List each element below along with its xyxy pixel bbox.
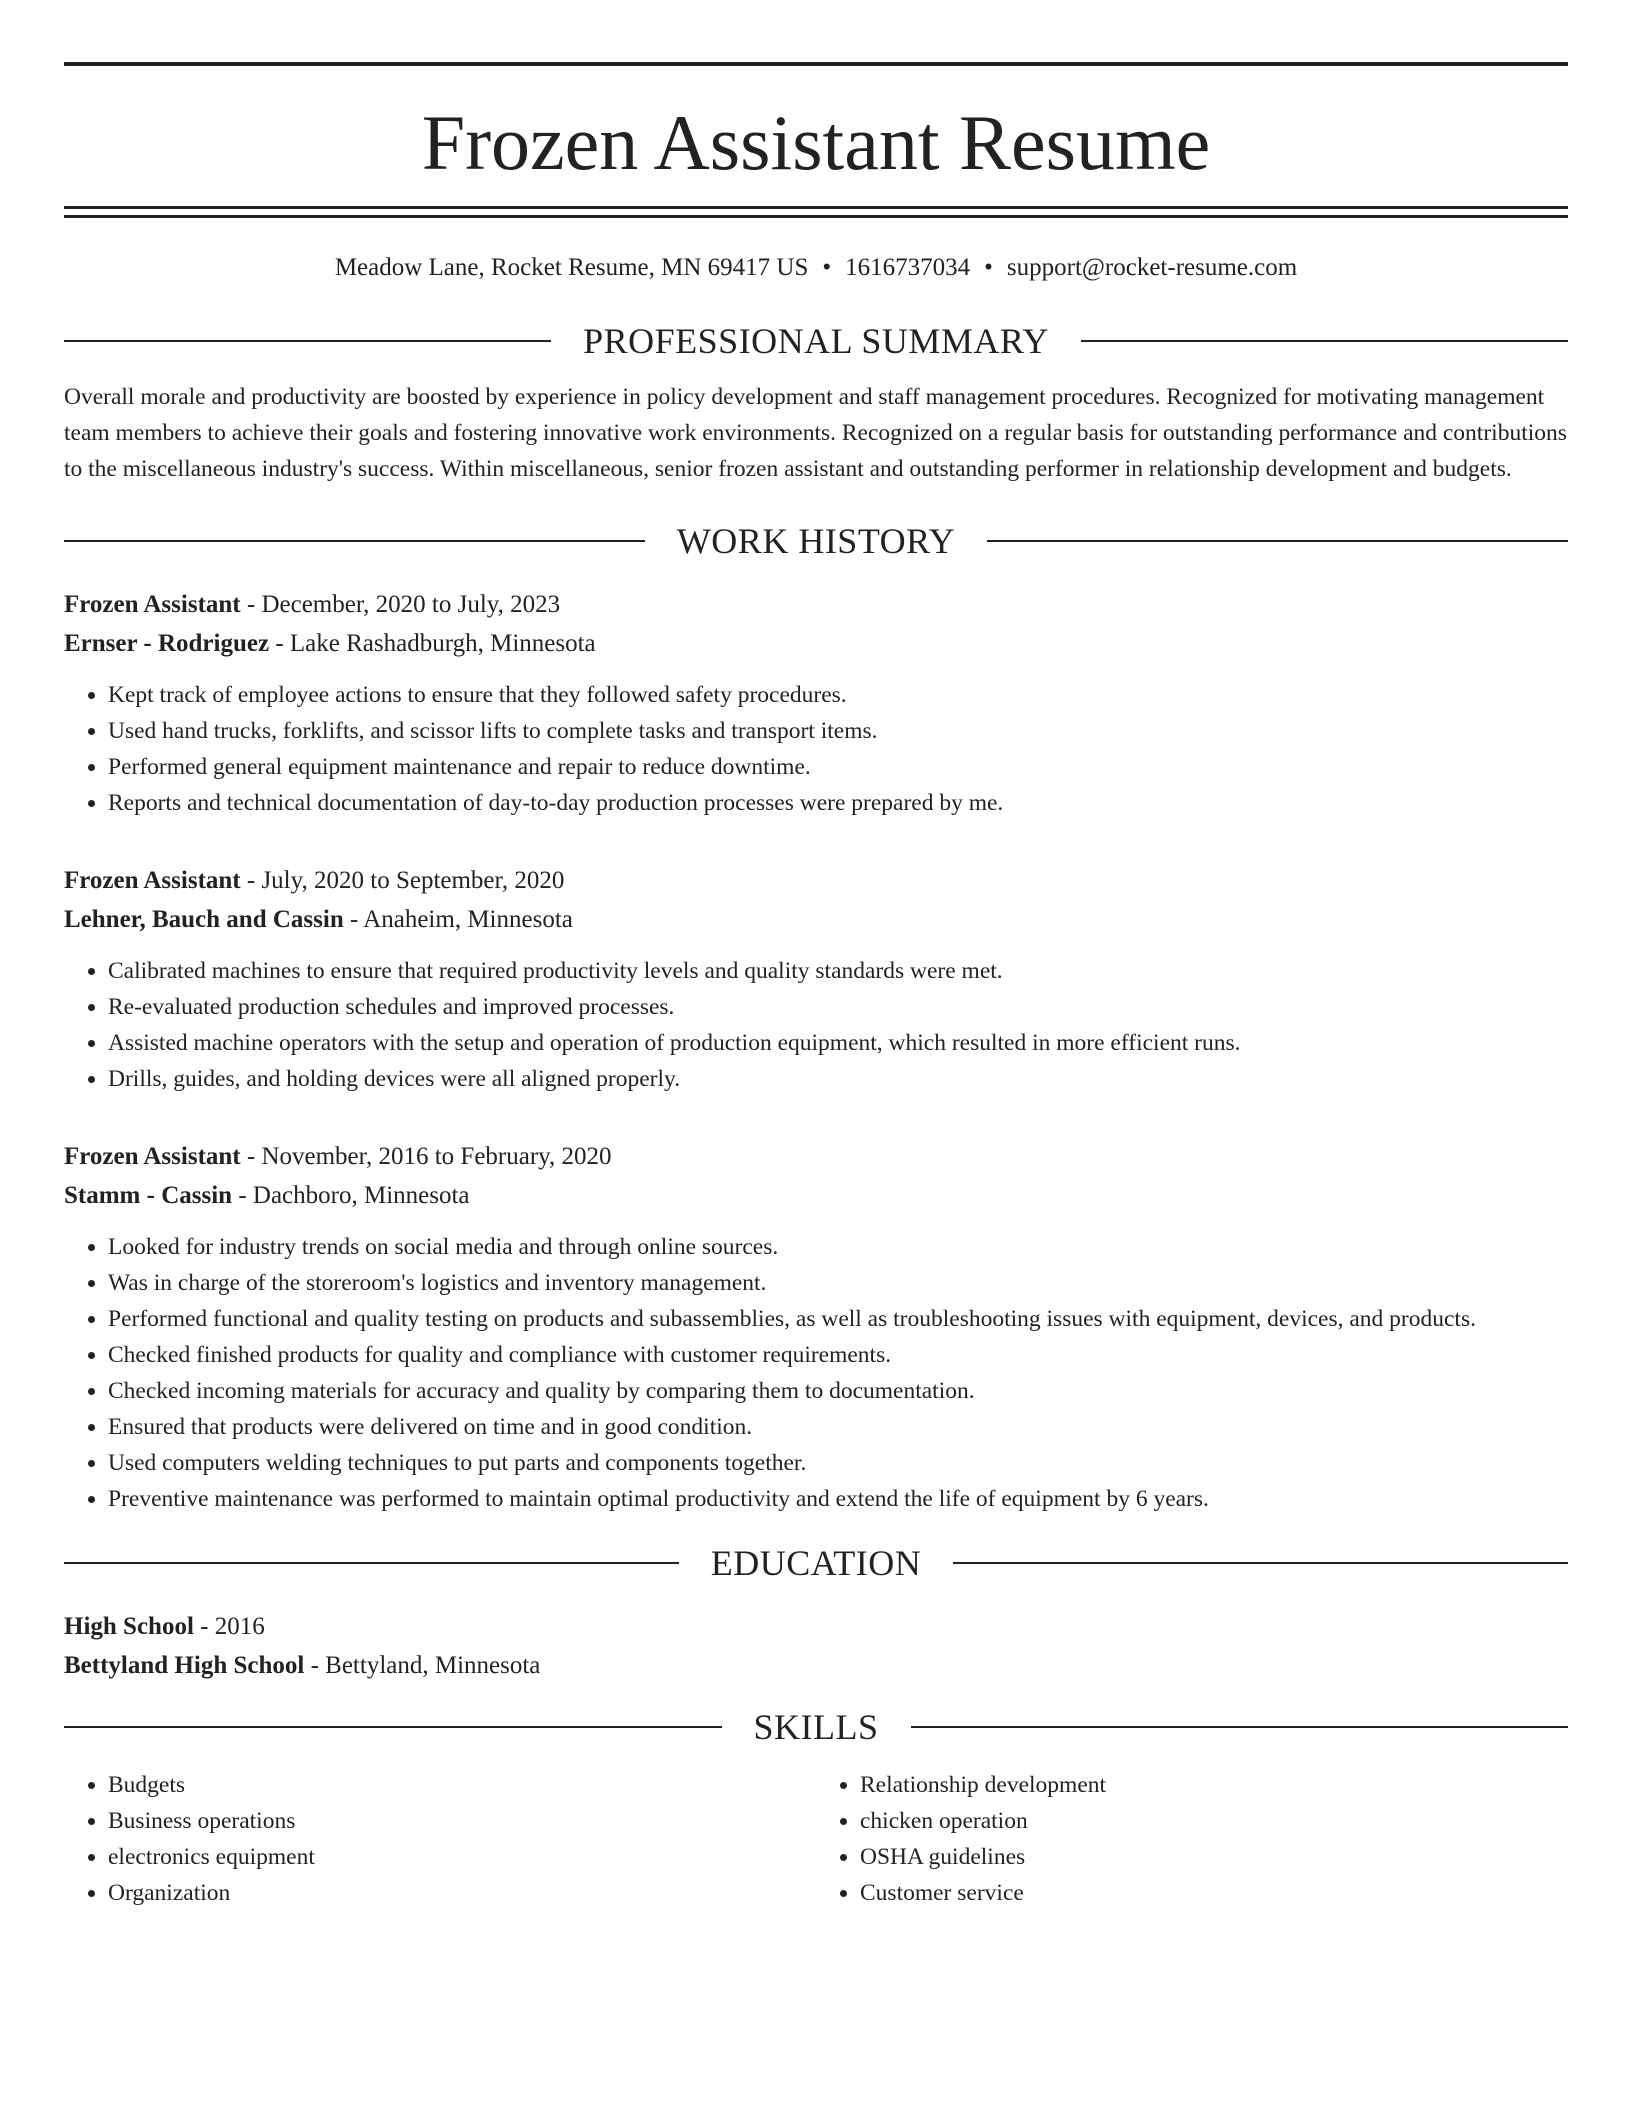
section-title-summary: PROFESSIONAL SUMMARY (583, 321, 1049, 361)
section-header-summary (64, 321, 1568, 361)
job-company-line (64, 1176, 1568, 1215)
job-bullet: • Used hand trucks, forklifts, and scissor lifts to complete tasks and transport items. (108, 713, 1568, 749)
education-degree-line (64, 1607, 1568, 1646)
education-entry (64, 1607, 1568, 1685)
job-title-line (64, 861, 1568, 900)
education-degree: High School (64, 1613, 194, 1640)
job-bullet: • Performed general equipment maintenance and repair to reduce downtime. (108, 749, 1568, 785)
section-rule-right (953, 1562, 1568, 1564)
job-bullet: • Preventive maintenance was performed to maintain optimal productivity and extend the life of equipment by 6 years. (108, 1481, 1568, 1517)
skill-item: • Budgets (108, 1767, 816, 1803)
job-bullet: • Used computers welding techniques to put parts and components together. (108, 1445, 1568, 1481)
education-year: - 2016 (193, 1613, 265, 1640)
education-school: Bettyland High School (64, 1652, 305, 1679)
job-bullet: • Was in charge of the storeroom's logistics and inventory management. (108, 1265, 1568, 1301)
job-dates: - July, 2020 to September, 2020 (240, 867, 565, 894)
skill-item: • electronics equipment (108, 1839, 816, 1875)
skill-item: • chicken operation (860, 1803, 1568, 1839)
job-bullet: • Checked incoming materials for accuracy and quality by comparing them to documentation. (108, 1373, 1568, 1409)
skills-column-left (64, 1767, 816, 1911)
education-location: - Bettyland, Minnesota (304, 1652, 541, 1679)
job-bullet: • Looked for industry trends on social media and through online sources. (108, 1229, 1568, 1265)
skill-item: • Customer service (860, 1875, 1568, 1911)
section-header-education (64, 1543, 1568, 1583)
summary-text: Overall morale and productivity are boosted by experience in policy development and staff management procedures. Recognized for motivating management team members to achieve their goals and fostering innovative work environments. Recognized on a regular basis for outstanding performance and contributions to the miscellaneous industry's success. Within miscellaneous, senior frozen assistant and outstanding performer in relationship development and budgets. (64, 384, 1567, 482)
section-rule-right (987, 540, 1568, 542)
job-dates: - December, 2020 to July, 2023 (240, 591, 561, 618)
title-double-rule (64, 206, 1568, 218)
resume-title: Frozen Assistant Resume (421, 99, 1211, 186)
job-title: Frozen Assistant (64, 1143, 241, 1170)
section-title-work: WORK HISTORY (676, 521, 956, 561)
section-header-work (64, 521, 1568, 561)
contact-line (64, 253, 1568, 283)
job-bullet: • Performed functional and quality testing on products and subassemblies, as well as troubleshooting issues with equipment, devices, and products. (108, 1301, 1568, 1337)
job-bullet: • Assisted machine operators with the setup and operation of production equipment, which resulted in more efficient runs. (108, 1025, 1568, 1061)
job-bullet: • Calibrated machines to ensure that required productivity levels and quality standards were met. (108, 953, 1568, 989)
job-company-line (64, 900, 1568, 939)
skill-item: • OSHA guidelines (860, 1839, 1568, 1875)
section-header-skills (64, 1707, 1568, 1747)
job-location: - Anaheim, Minnesota (343, 906, 573, 933)
contact-phone: 1616737034 (845, 254, 971, 281)
job-entry (64, 1137, 1568, 1517)
skills-column-right (816, 1767, 1568, 1911)
job-bullet: • Reports and technical documentation of day-to-day production processes were prepared by me. (108, 785, 1568, 821)
job-company: Ernser - Rodriguez (64, 630, 270, 657)
top-rule (64, 62, 1568, 66)
job-bullet: • Re-evaluated production schedules and improved processes. (108, 989, 1568, 1025)
contact-separator: • (822, 254, 832, 281)
job-company: Stamm - Cassin (64, 1182, 233, 1209)
skill-item: • Business operations (108, 1803, 816, 1839)
job-bullet: • Checked finished products for quality and compliance with customer requirements. (108, 1337, 1568, 1373)
job-company-line (64, 624, 1568, 663)
job-entry (64, 585, 1568, 821)
job-bullet: • Drills, guides, and holding devices were all aligned properly. (108, 1061, 1568, 1097)
skill-item: • Relationship development (860, 1767, 1568, 1803)
job-bullets (64, 953, 1568, 1097)
job-bullets (64, 1229, 1568, 1517)
job-title: Frozen Assistant (64, 591, 241, 618)
skills-list (64, 1767, 1568, 1911)
section-title-skills: SKILLS (753, 1707, 879, 1747)
skill-item: • Organization (108, 1875, 816, 1911)
job-title: Frozen Assistant (64, 867, 241, 894)
job-dates: - November, 2016 to February, 2020 (240, 1143, 612, 1170)
section-rule-left (64, 540, 645, 542)
section-rule-left (64, 1726, 722, 1728)
job-entry (64, 861, 1568, 1097)
section-rule-left (64, 1562, 679, 1564)
job-title-line (64, 585, 1568, 624)
job-bullet: • Ensured that products were delivered on time and in good condition. (108, 1409, 1568, 1445)
contact-address: Meadow Lane, Rocket Resume, MN 69417 US (334, 254, 809, 281)
section-title-education: EDUCATION (710, 1543, 922, 1583)
job-location: - Lake Rashadburgh, Minnesota (269, 630, 596, 657)
contact-email: support@rocket-resume.com (1006, 254, 1298, 281)
section-rule-right (1081, 340, 1568, 342)
job-title-line (64, 1137, 1568, 1176)
education-school-line (64, 1646, 1568, 1685)
job-bullet: • Kept track of employee actions to ensure that they followed safety procedures. (108, 677, 1568, 713)
contact-separator: • (984, 254, 993, 281)
section-rule-right (911, 1726, 1569, 1728)
job-company: Lehner, Bauch and Cassin (64, 906, 344, 933)
job-bullets (64, 677, 1568, 821)
job-location: - Dachboro, Minnesota (232, 1182, 470, 1209)
section-rule-left (64, 340, 551, 342)
